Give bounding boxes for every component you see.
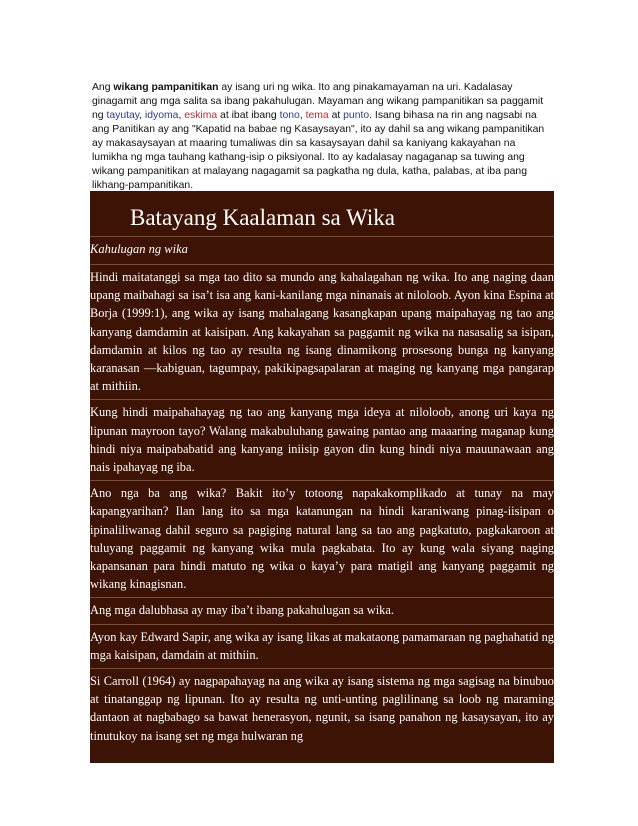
link-tayutay[interactable]: tayutay — [106, 110, 140, 121]
intro-sep: , — [178, 110, 185, 121]
paragraph-section — [90, 399, 554, 480]
body-paragraph: Si Carroll (1964) ay nagpapahayag na ang wika ay isang sistema ng mga sagisag na binubuo at tinatanggap ng lipunan. Ito ay resulta ng unti-unting paglilinang sa loob ng maraming dantaon at nagbabago sa bawat henerasyon, ngunit, sa isang panahon ng kasaysayan, ito ay tinutukoy na isang set ng mga hulwaran ng — [90, 674, 554, 743]
intro-text: Ang — [92, 82, 114, 93]
paragraph-section — [90, 480, 554, 597]
paragraph-section — [90, 264, 554, 399]
article-panel — [90, 191, 554, 763]
body-paragraph: Kung hindi maipahahayag ng tao ang kanyang mga ideya at niloloob, anong uri kaya ng lipunan mayroon tayo? Walang makabuluhang gawaing pantao ang maaaring maganap kung hindi niya maipababatid ang kanyang iniisip gayon din kung hindi niya mauunawaan ang nais ipahayag ng iba. — [90, 405, 554, 475]
article-title: Batayang Kaalaman sa Wika — [130, 205, 395, 230]
intro-sep: , — [139, 110, 145, 121]
intro-paragraph — [92, 81, 552, 193]
paragraph-section — [90, 624, 554, 668]
intro-text: at — [328, 110, 344, 121]
article-subtitle: Kahulugan ng wika — [90, 242, 188, 256]
intro-sep: , — [299, 110, 306, 121]
subtitle-section — [90, 236, 554, 264]
paragraph-section — [90, 597, 554, 623]
body-paragraph: Ayon kay Edward Sapir, ang wika ay isang likas at makataong pamamaraan ng paghahatid ng mga kaisipan, damdain at mithiin. — [90, 629, 554, 662]
link-idyoma[interactable]: idyoma — [144, 110, 179, 121]
body-paragraph: Ang mga dalubhasa ay may iba’t ibang pakahulugan sa wika. — [90, 603, 394, 618]
intro-term: wikang pampanitikan — [113, 82, 219, 93]
paragraph-section — [90, 668, 554, 749]
link-punto[interactable]: punto — [343, 110, 370, 121]
intro-text: . Isang bihasa na rin ang nagsabi na ang Panitikan ay ang "Kapatid na babae ng Kasaysayan", ito ay dahil sa ang wikang pampanitikan ay makasaysayan at maaring tumaliwas din sa kasaysayan dahil sa kaniyang kakayahan na lumikha ng mga tauhang kathang-isip o piksiyonal. Ito ay kadalasay nagaganap sa tuwing ang wikang pampanitikan at malayang nagagamit sa pagkatha ng dula, katha, palabas, at iba pang likhang-pampanitikan. — [92, 110, 545, 191]
intro-text: ay isang uri ng wika. Ito ang pinakamayaman na uri. Kadalasay ginagamit ang mga salita sa ibang pakahulugan. Mayaman ang wikang pampanitikan sa paggamit ng — [92, 82, 544, 121]
intro-text: at ibat ibang — [217, 110, 280, 121]
body-paragraph: Ano nga ba ang wika? Bakit ito’y totoong napakakomplikado at tunay na may kapangyarihan? Ilan lang ito sa mga katanungan na hindi karaniwang pinag-iisipan o ipinaliliwanag dahil seguro sa pagiging natural lang sa tao ang pagkatuto, pagkakaroon at tuluyang paggamit ng kanyang wika mula pagkabata. Ito ay kung wala siyang naging kapansanan para hindi matuto ng wika o kaya’y para matigil ang kanyang paggamit ng wikang kinagisnan. — [90, 486, 554, 592]
link-tema[interactable]: tema — [305, 110, 329, 121]
link-tono[interactable]: tono — [279, 110, 300, 121]
link-eskima[interactable]: eskima — [184, 110, 218, 121]
body-paragraph: Hindi maitatanggi sa mga tao dito sa mundo ang kahalagahan ng wika. Ito ang naging daan upang maibahagi sa isa’t isa ang kani-kanilang mga ninanais at niloloob. Ayon kina Espina at Borja (1999:1), ang wika ay isang mahalagang kasangkapan upang maipahayag ng tao ang kanyang damdamin at kaisipan. Ang kakayahan sa paggamit ng wika na nasasalig sa isipan, damdamin at kilos ng tao ay resulta ng isang dinamikong prosesong bunga ng kanyang karanasan —kabiguan, tagumpay, pakikipagsapalaran at maging ng kanyang mga pangarap at mithiin. — [90, 270, 554, 394]
